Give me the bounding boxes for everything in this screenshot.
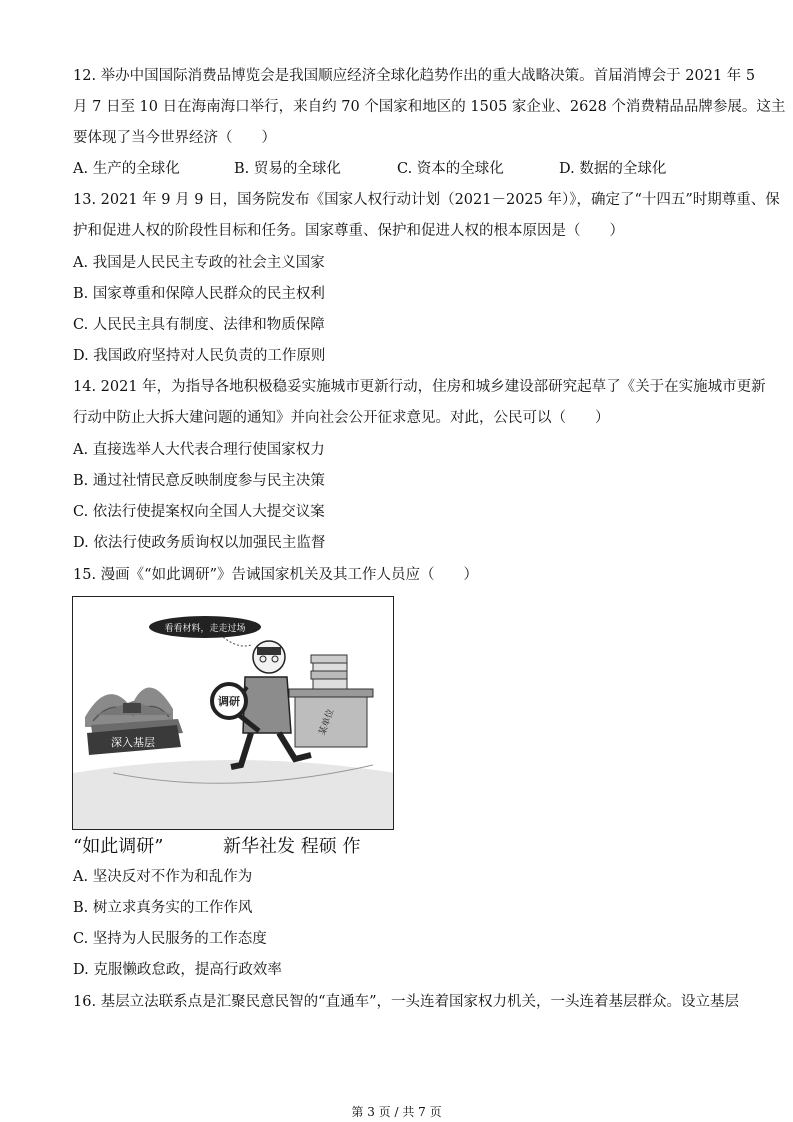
q15-stem: 15. 漫画《“如此调研”》告诫国家机关及其工作人员应（ ） — [73, 567, 478, 583]
page-footer: 第 3 页 / 共 7 页 — [351, 1105, 442, 1119]
cartoon-caption — [73, 836, 361, 858]
q12-option-b: B. 贸易的全球化 — [234, 161, 341, 177]
q16-line-1: 16. 基层立法联系点是汇聚民意民智的“直通车”，一头连着国家权力机关，一头连着基层群众。设立基层 — [73, 994, 739, 1010]
q13-option-d: D. 我国政府坚持对人民负责的工作原则 — [73, 348, 326, 364]
office-building — [289, 655, 373, 747]
q14-option-c: C. 依法行使提案权向全国人大提交议案 — [73, 504, 325, 520]
q14-option-b: B. 通过社情民意反映制度参与民主决策 — [73, 473, 325, 489]
q12-line-3: 要体现了当今世界经济（ ） — [73, 130, 276, 146]
q13-option-c: C. 人民民主具有制度、法律和物质保障 — [73, 317, 325, 333]
right-sign-text: 某单位 — [317, 707, 337, 737]
left-sign-text: 深入基层 — [111, 736, 155, 749]
caption-title: “如此调研” — [73, 836, 164, 857]
q12-option-d: D. 数据的全球化 — [559, 161, 667, 177]
q15-option-a: A. 坚决反对不作为和乱作为 — [73, 869, 253, 885]
q14-option-d: D. 依法行使政务质询权以加强民主监督 — [73, 535, 326, 551]
q12-option-c: C. 资本的全球化 — [397, 161, 504, 177]
q13-line-2: 护和促进人权的阶段性目标和任务。国家尊重、保护和促进人权的根本原因是（ ） — [73, 223, 624, 239]
caption-credit: 新华社发 程硕 作 — [223, 836, 361, 857]
q15-option-d: D. 克服懒政怠政，提高行政效率 — [73, 962, 282, 978]
q14-line-1: 14. 2021 年，为指导各地积极稳妥实施城市更新行动，住房和城乡建设部研究起草了《关于在实施城市更新 — [73, 379, 766, 395]
cartoon-figure — [72, 596, 394, 830]
cartoon-illustration — [73, 597, 394, 830]
q13-option-b: B. 国家尊重和保障人民群众的民主权利 — [73, 286, 325, 302]
q15-option-c: C. 坚持为人民服务的工作态度 — [73, 931, 267, 947]
q12-line-1: 12. 举办中国国际消费品博览会是我国顺应经济全球化趋势作出的重大战略决策。首届消博会于 2021 年 5 — [73, 68, 756, 84]
speech-bubble — [149, 616, 261, 646]
q14-option-a: A. 直接选举人大代表合理行使国家权力 — [73, 442, 325, 458]
q12-option-a: A. 生产的全球化 — [73, 161, 180, 177]
q15-option-b: B. 树立求真务实的工作作风 — [73, 900, 253, 916]
magnifier-text: 调研 — [218, 695, 240, 708]
q13-option-a: A. 我国是人民民主专政的社会主义国家 — [73, 255, 325, 271]
bubble-text: 看看材料，走走过场 — [164, 624, 246, 634]
q14-line-2: 行动中防止大拆大建问题的通知》并向社会公开征求意见。对此，公民可以（ ） — [73, 410, 610, 426]
q12-line-2: 月 7 日至 10 日在海南海口举行，来自约 70 个国家和地区的 1505 家企业、2628 个消费精品品牌参展。这主 — [73, 99, 786, 115]
q13-line-1: 13. 2021 年 9 月 9 日，国务院发布《国家人权行动计划（2021－2025 年）》，确定了“十四五”时期尊重、保 — [73, 192, 780, 208]
